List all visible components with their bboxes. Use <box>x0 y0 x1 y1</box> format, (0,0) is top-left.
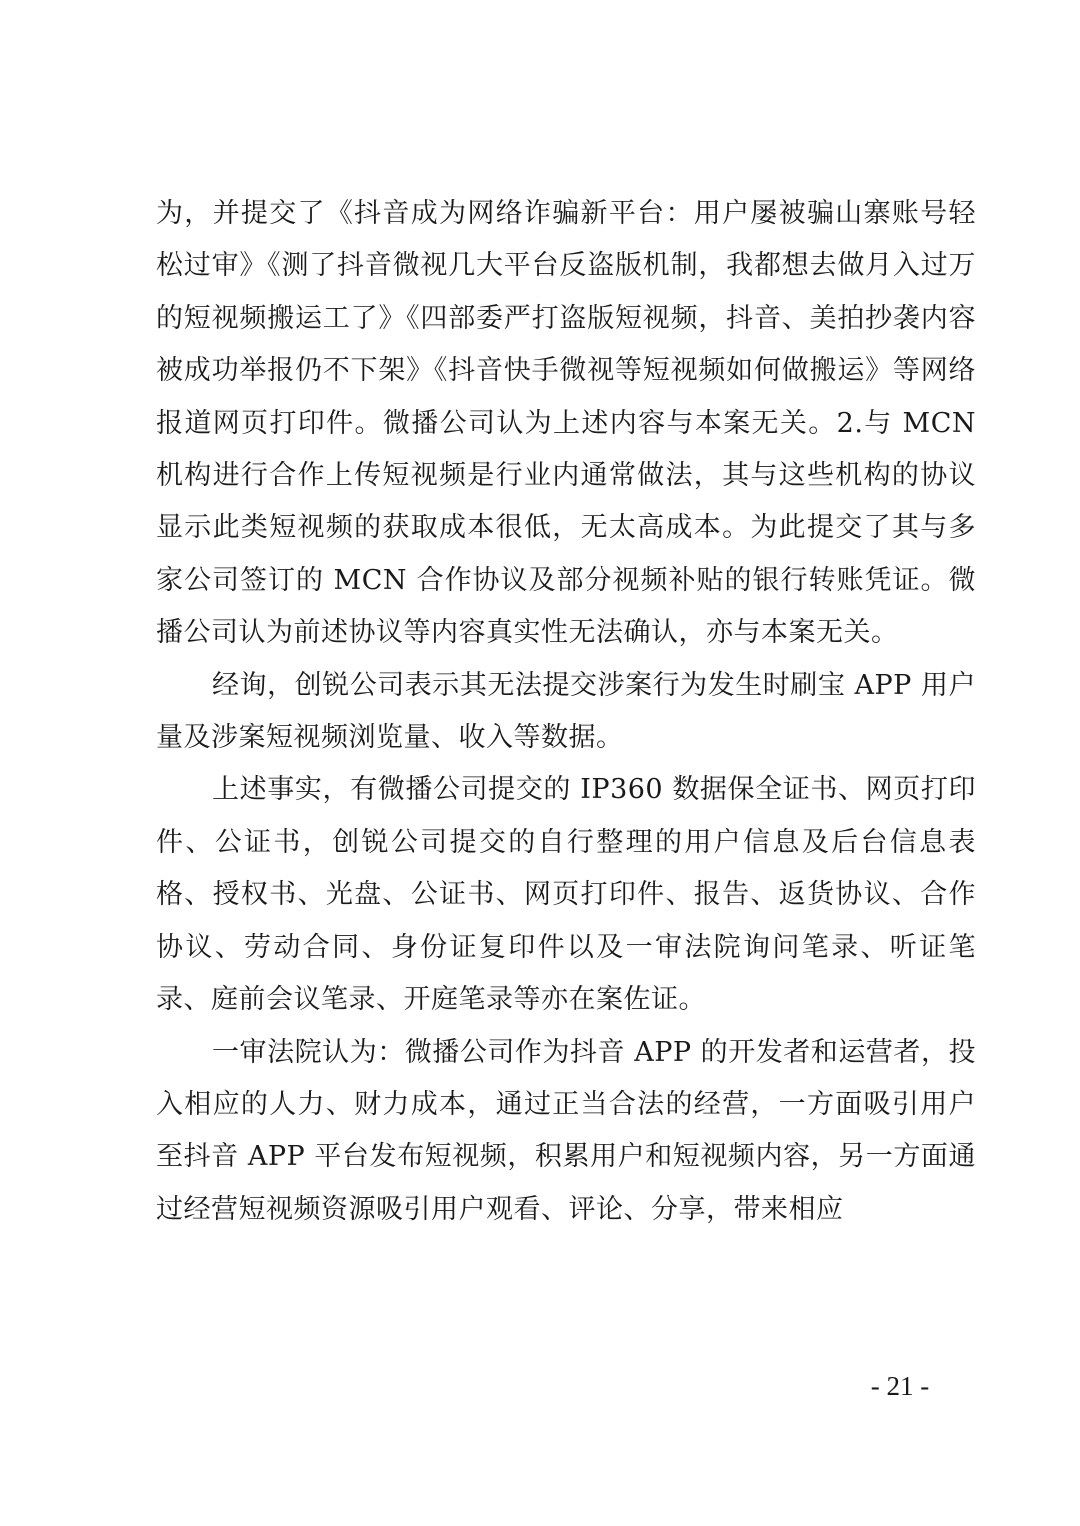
body-text <box>156 188 976 1236</box>
paragraph-3: 上述事实，有微播公司提交的 IP360 数据保全证书、网页打印件、公证书，创锐公司提交的自行整理的用户信息及后台信息表格、授权书、光盘、公证书、网页打印件、报告、返货协议、合作协议、劳动合同、身份证复印件以及一审法院询问笔录、听证笔录、庭前会议笔录、开庭笔录等亦在案佐证。 <box>156 774 976 1016</box>
paragraph-1: 为，并提交了《抖音成为网络诈骗新平台：用户屡被骗山寨账号轻松过审》《测了抖音微视几大平台反盗版机制，我都想去做月入过万的短视频搬运工了》《四部委严打盗版短视频，抖音、美拍抄袭内容被成功举报仍不下架》《抖音快手微视等短视频如何做搬运》等网络报道网页打印件。微播公司认为上述内容与本案无关。2.与 MCN 机构进行合作上传短视频是行业内通常做法，其与这些机构的协议显示此类短视频的获取成本很低，无太高成本。为此提交了其与多家公司签订的 MCN 合作协议及部分视频补贴的银行转账凭证。微播公司认为前述协议等内容真实性无法确认，亦与本案无关。 <box>156 198 976 649</box>
page-number: - 21 - <box>870 1371 930 1401</box>
paragraph-2: 经询，创锐公司表示其无法提交涉案行为发生时刷宝 APP 用户量及涉案短视频浏览量、收入等数据。 <box>156 669 976 754</box>
paragraph-4: 一审法院认为：微播公司作为抖音 APP 的开发者和运营者，投入相应的人力、财力成本，通过正当合法的经营，一方面吸引用户至抖音 APP 平台发布短视频，积累用户和短视频内容，另一方面通过经营短视频资源吸引用户观看、评论、分享，带来相应 <box>156 1036 976 1225</box>
